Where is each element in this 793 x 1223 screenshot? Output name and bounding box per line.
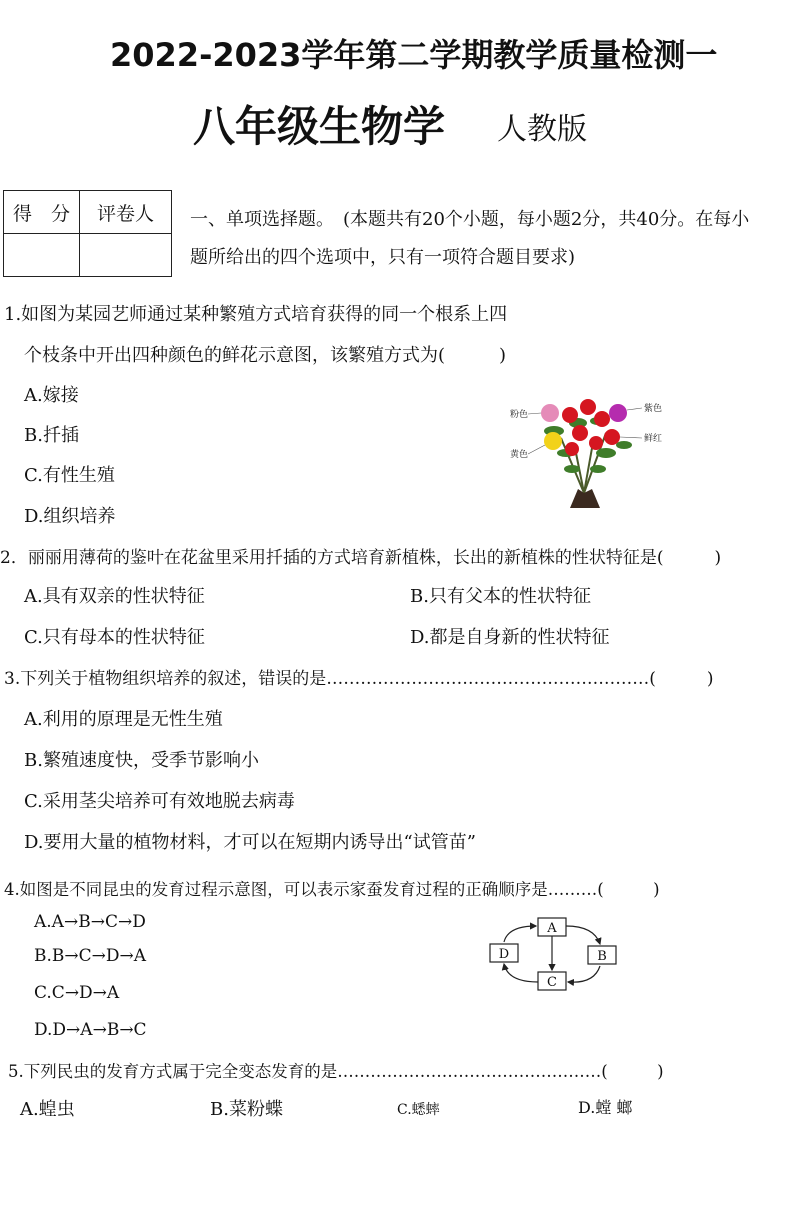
score-cell[interactable] (4, 234, 80, 277)
stage-label-b: B (597, 949, 607, 964)
yellow-flower (544, 432, 562, 450)
red-flower (604, 429, 620, 445)
question-4-option-d[interactable]: D.D→A→B→C (34, 1020, 147, 1040)
question-5-stem: 5.下列民虫的发育方式属于完全变态发育的是…………………………………………( ) (8, 1062, 664, 1081)
score-header: 得 分 (4, 191, 80, 234)
red-flower (594, 411, 610, 427)
question-2-stem: 2．丽丽用薄荷的鉴叶在花盆里采用扦插的方式培育新植株，长出的新植株的性状特征是( ) (0, 548, 722, 568)
question-1-option-d[interactable]: D.组织培养 (24, 506, 116, 527)
question-1-option-a[interactable]: A.嫁接 (24, 385, 79, 406)
purple-flower (609, 404, 627, 422)
grader-cell[interactable] (80, 234, 172, 277)
figure-label-purple: 紫色 (644, 404, 663, 414)
figure-label-pink: 粉色 (510, 410, 529, 420)
score-table (3, 190, 172, 277)
question-2-option-b[interactable]: B.只有父本的性状特征 (410, 586, 591, 607)
question-1-stem-line1: 1.如图为某园艺师通过某种繁殖方式培育获得的同一个根系上四 (4, 304, 508, 325)
red-flower (589, 436, 603, 450)
section-intro-line2: 题所给出的四个选项中，只有一项符合题目要求) (190, 247, 576, 268)
exam-title: 2022-2023学年第二学期教学质量检测一 (110, 36, 718, 74)
question-3-option-d[interactable]: D.要用大量的植物材料，才可以在短期内诱导出“试管苗” (24, 832, 476, 853)
red-flower (562, 407, 578, 423)
question-5-option-b[interactable]: B.菜粉蝶 (210, 1099, 283, 1120)
question-5-option-c[interactable]: C.蟋蟀 (397, 1102, 440, 1118)
figure-label-yellow: 黄色 (510, 450, 529, 460)
edition-label: 人教版 (497, 112, 587, 147)
red-flower (572, 425, 588, 441)
question-4-stem: 4.如图是不同昆虫的发育过程示意图，可以表示家蚕发育过程的正确顺序是………( ) (4, 880, 660, 899)
stage-label-c: C (547, 975, 557, 990)
question-2-option-d[interactable]: D.都是自身新的性状特征 (410, 627, 610, 648)
red-flower (565, 442, 579, 456)
question-5-option-d[interactable]: D.螳 螂 (578, 1098, 633, 1117)
pink-flower (541, 404, 559, 422)
figure-label-red: 鲜红 (644, 434, 663, 444)
grader-header: 评卷人 (80, 191, 172, 234)
question-1-option-b[interactable]: B.扦插 (24, 425, 79, 446)
question-2-option-a[interactable]: A.具有双亲的性状特征 (24, 586, 205, 607)
question-3-option-c[interactable]: C.采用茎尖培养可有效地脱去病毒 (24, 791, 295, 812)
section-intro-line1: 一、单项选择题。 (本题共有20个小题，每小题2分，共40分。在每小 (190, 209, 750, 230)
stage-label-d: D (498, 947, 510, 962)
question-3-option-a[interactable]: A.利用的原理是无性生殖 (24, 709, 223, 730)
question-2-option-c[interactable]: C.只有母本的性状特征 (24, 627, 205, 648)
question-4-option-b[interactable]: B.B→C→D→A (34, 946, 147, 966)
question-5-option-a[interactable]: A.蝗虫 (20, 1099, 75, 1120)
question-1-option-c[interactable]: C.有性生殖 (24, 465, 115, 486)
red-flower (580, 399, 596, 415)
question-4-option-a[interactable]: A.A→B→C→D (34, 912, 146, 932)
stage-label-a: A (547, 921, 557, 936)
grade-title: 八年级生物学 (193, 102, 446, 151)
question-3-stem: 3.下列关于植物组织培养的叙述，错误的是…………………………………………………( ) (4, 669, 714, 689)
question-3-option-b[interactable]: B.繁殖速度快，受季节影响小 (24, 750, 259, 771)
insect-development-cycle-figure (486, 912, 618, 994)
question-1-stem-line2: 个枝条中开出四种颜色的鲜花示意图，该繁殖方式为( ) (24, 345, 507, 366)
question-4-option-c[interactable]: C.C→D→A (34, 983, 120, 1003)
flower-grafting-figure (506, 393, 666, 508)
